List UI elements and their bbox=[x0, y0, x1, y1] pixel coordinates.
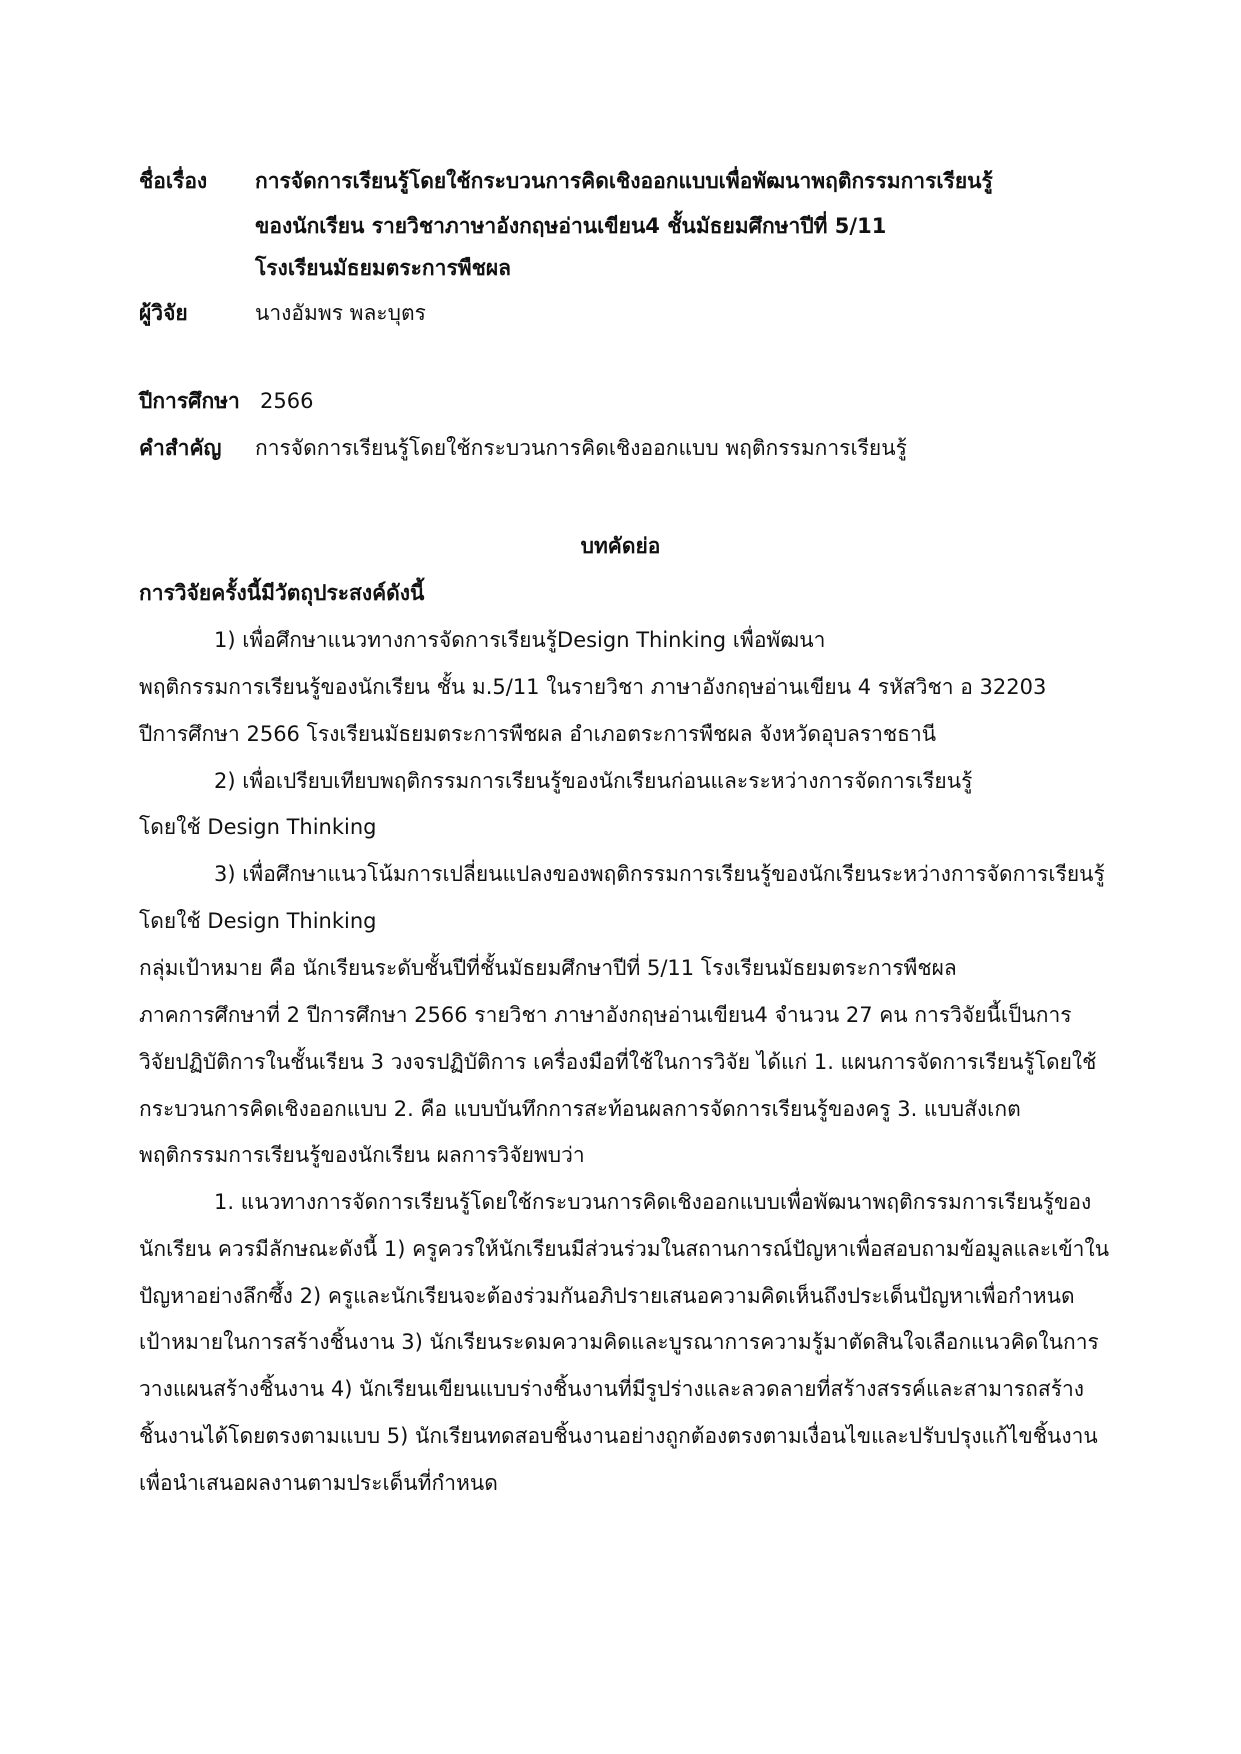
paragraph-line: วางแผนสร้างชิ้นงาน 4) นักเรียนเขียนแบบร่างชิ้นงานที่มีรูปร่างและลวดลายที่สร้างสรรค์และสามารถสร้าง bbox=[139, 1377, 1085, 1401]
paragraph-line: 1) เพื่อศึกษาแนวทางการจัดการเรียนรู้Design Thinking เพื่อพัฒนา bbox=[214, 628, 826, 652]
paragraph-line: 2) เพื่อเปรียบเทียบพฤติกรรมการเรียนรู้ของนักเรียนก่อนและระหว่างการจัดการเรียนรู้ bbox=[214, 769, 973, 793]
paragraph-line: โดยใช้ Design Thinking bbox=[139, 815, 377, 839]
paragraph-line: ภาคการศึกษาที่ 2 ปีการศึกษา 2566 รายวิชา ภาษาอังกฤษอ่านเขียน4 จำนวน 27 คน การวิจัยนี้เป็นการ bbox=[139, 1003, 1072, 1027]
paragraph-line: เป้าหมายในการสร้างชิ้นงาน 3) นักเรียนระดมความคิดและบูรณาการความรู้มาตัดสินใจเลือกแนวคิดในการ bbox=[139, 1330, 1099, 1354]
paragraph-line: ชิ้นงานได้โดยตรงตามแบบ 5) นักเรียนทดสอบชิ้นงานอย่างถูกต้องตรงตามเงื่อนไขและปรับปรุงแก้ไขชิ้นงาน bbox=[139, 1424, 1098, 1448]
abstract-heading: บทคัดย่อ bbox=[580, 534, 661, 558]
academic-year: 2566 bbox=[260, 389, 314, 413]
researcher-name: นางอัมพร พละบุตร bbox=[255, 301, 426, 325]
paragraph-line: วิจัยปฏิบัติการในชั้นเรียน 3 วงจรปฏิบัติการ เครื่องมือที่ใช้ในการวิจัย ได้แก่ 1. แผนการจัดการเรียนรู้โดยใช้ bbox=[139, 1050, 1097, 1074]
title-label: ชื่อเรื่อง bbox=[139, 169, 208, 193]
keywords: การจัดการเรียนรู้โดยใช้กระบวนการคิดเชิงออกแบบ พฤติกรรมการเรียนรู้ bbox=[255, 436, 907, 460]
year-label: ปีการศึกษา bbox=[139, 389, 240, 413]
paragraph-line: กระบวนการคิดเชิงออกแบบ 2. คือ แบบบันทึกการสะท้อนผลการจัดการเรียนรู้ของครู 3. แบบสังเกต bbox=[139, 1097, 1021, 1121]
paragraph-line: พฤติกรรมการเรียนรู้ของนักเรียน ผลการวิจัยพบว่า bbox=[139, 1143, 585, 1167]
paragraph-line: ปีการศึกษา 2566 โรงเรียนมัธยมตระการพืชผล อำเภอตระการพืชผล จังหวัดอุบลราชธานี bbox=[139, 722, 937, 746]
paragraph-line: เพื่อนำเสนอผลงานตามประเด็นที่กำหนด bbox=[139, 1471, 498, 1495]
paragraph-line: นักเรียน ควรมีลักษณะดังนี้ 1) ครูควรให้นักเรียนมีส่วนร่วมในสถานการณ์ปัญหาเพื่อสอบถามข้อมูลและเข้าใน bbox=[139, 1237, 1110, 1261]
objectives-heading: การวิจัยครั้งนี้มีวัตถุประสงค์ดังนี้ bbox=[139, 581, 425, 605]
keywords-label: คำสำคัญ bbox=[139, 436, 222, 460]
paragraph-line: 1. แนวทางการจัดการเรียนรู้โดยใช้กระบวนการคิดเชิงออกแบบเพื่อพัฒนาพฤติกรรมการเรียนรู้ของ bbox=[214, 1190, 1092, 1214]
title-line-3: โรงเรียนมัธยมตระการพืชผล bbox=[255, 256, 511, 280]
paragraph-line: โดยใช้ Design Thinking bbox=[139, 909, 377, 933]
paragraph-line: กลุ่มเป้าหมาย คือ นักเรียนระดับชั้นปีที่ชั้นมัธยมศึกษาปีที่ 5/11 โรงเรียนมัธยมตระการพืชผล bbox=[139, 956, 957, 980]
title-line-2: ของนักเรียน รายวิชาภาษาอังกฤษอ่านเขียน4 ชั้นมัธยมศึกษาปีที่ 5/11 bbox=[255, 214, 887, 238]
title-line-1: การจัดการเรียนรู้โดยใช้กระบวนการคิดเชิงออกแบบเพื่อพัฒนาพฤติกรรมการเรียนรู้ bbox=[255, 169, 993, 193]
paragraph-line: ปัญหาอย่างลึกซึ้ง 2) ครูและนักเรียนจะต้องร่วมกันอภิปรายเสนอความคิดเห็นถึงประเด็นปัญหาเพื่อกำหนด bbox=[139, 1284, 1075, 1308]
paragraph-line: 3) เพื่อศึกษาแนวโน้มการเปลี่ยนแปลงของพฤติกรรมการเรียนรู้ของนักเรียนระหว่างการจัดการเรียนรู้ bbox=[214, 862, 1105, 886]
paragraph-line: พฤติกรรมการเรียนรู้ของนักเรียน ชั้น ม.5/11 ในรายวิชา ภาษาอังกฤษอ่านเขียน 4 รหัสวิชา อ 32203 bbox=[139, 675, 1047, 699]
researcher-label: ผู้วิจัย bbox=[139, 301, 188, 325]
